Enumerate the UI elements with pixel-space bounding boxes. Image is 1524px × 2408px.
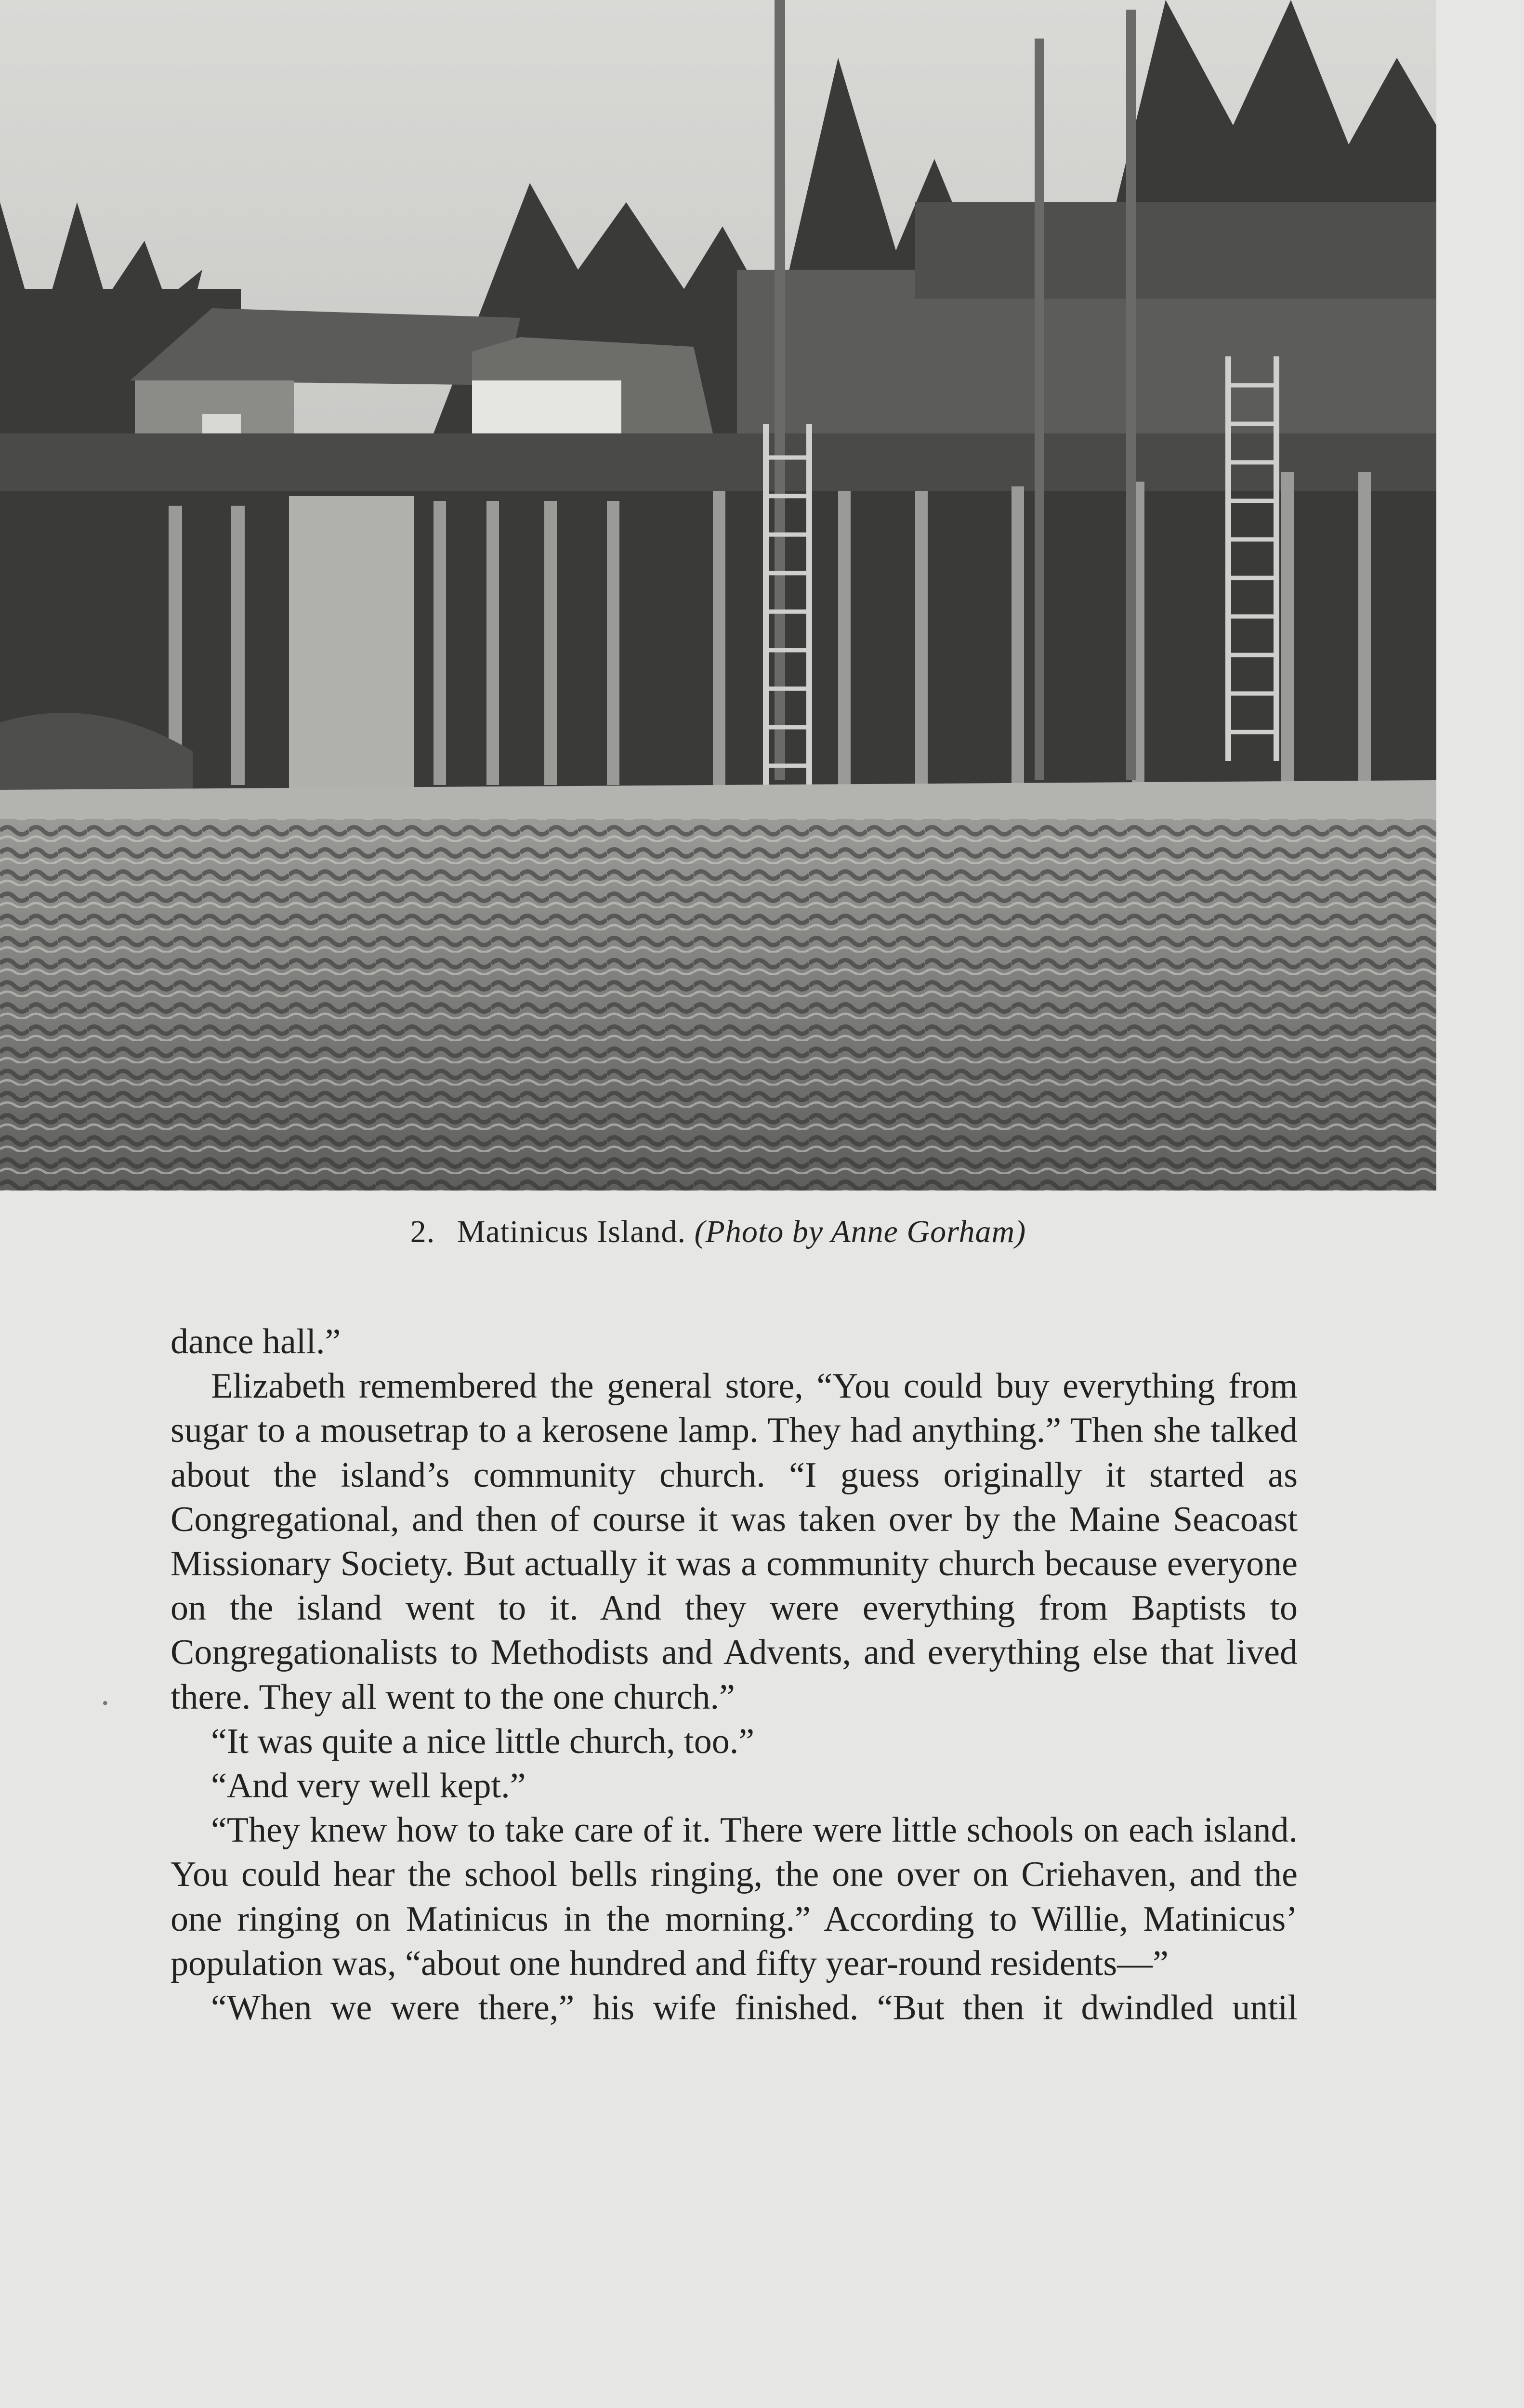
figure-caption-title: Matinicus Island.	[457, 1214, 686, 1249]
paragraph: “When we were there,” his wife finished. “But then it dwindled until	[211, 1988, 1298, 2028]
paragraph: “And very well kept.”	[211, 1766, 526, 1806]
figure-caption-credit: (Photo by Anne Gorham)	[694, 1214, 1026, 1249]
paragraph: Elizabeth remembered the general store, “You could buy everything from sugar to a mousetrap to a kerosene lamp. They had anything.” Then she talked about the island’s community church. “I guess originally it started as Congregational, and then of course it was taken over by the Maine Seacoast Missionary Society. But actually it was a community church because everyone on the island went to it. And they were everything from Baptists to Congregationalists to Methodists and Advents, and everything else that lived there. They all went to the one church.”	[171, 1366, 1298, 1717]
body-text	[171, 1320, 1298, 2030]
margin-speck: •	[102, 1693, 108, 1713]
paragraph: “It was quite a nice little church, too.”	[211, 1721, 755, 1761]
paragraph: dance hall.”	[171, 1322, 341, 1361]
paragraph: “They knew how to take care of it. There were little schools on each island. You could hear the school bells ringing, the one over on Criehaven, and the one ringing on Matinicus in the morning.” According to Willie, Matinicus’ population was, “about one hundred and fifty year-round residents—”	[171, 1810, 1298, 1983]
figure-number: 2.	[410, 1214, 435, 1249]
photograph-matinicus-island	[0, 0, 1436, 1191]
figure-caption	[0, 1214, 1436, 1250]
wharf-photo-illustration	[0, 0, 1436, 1191]
